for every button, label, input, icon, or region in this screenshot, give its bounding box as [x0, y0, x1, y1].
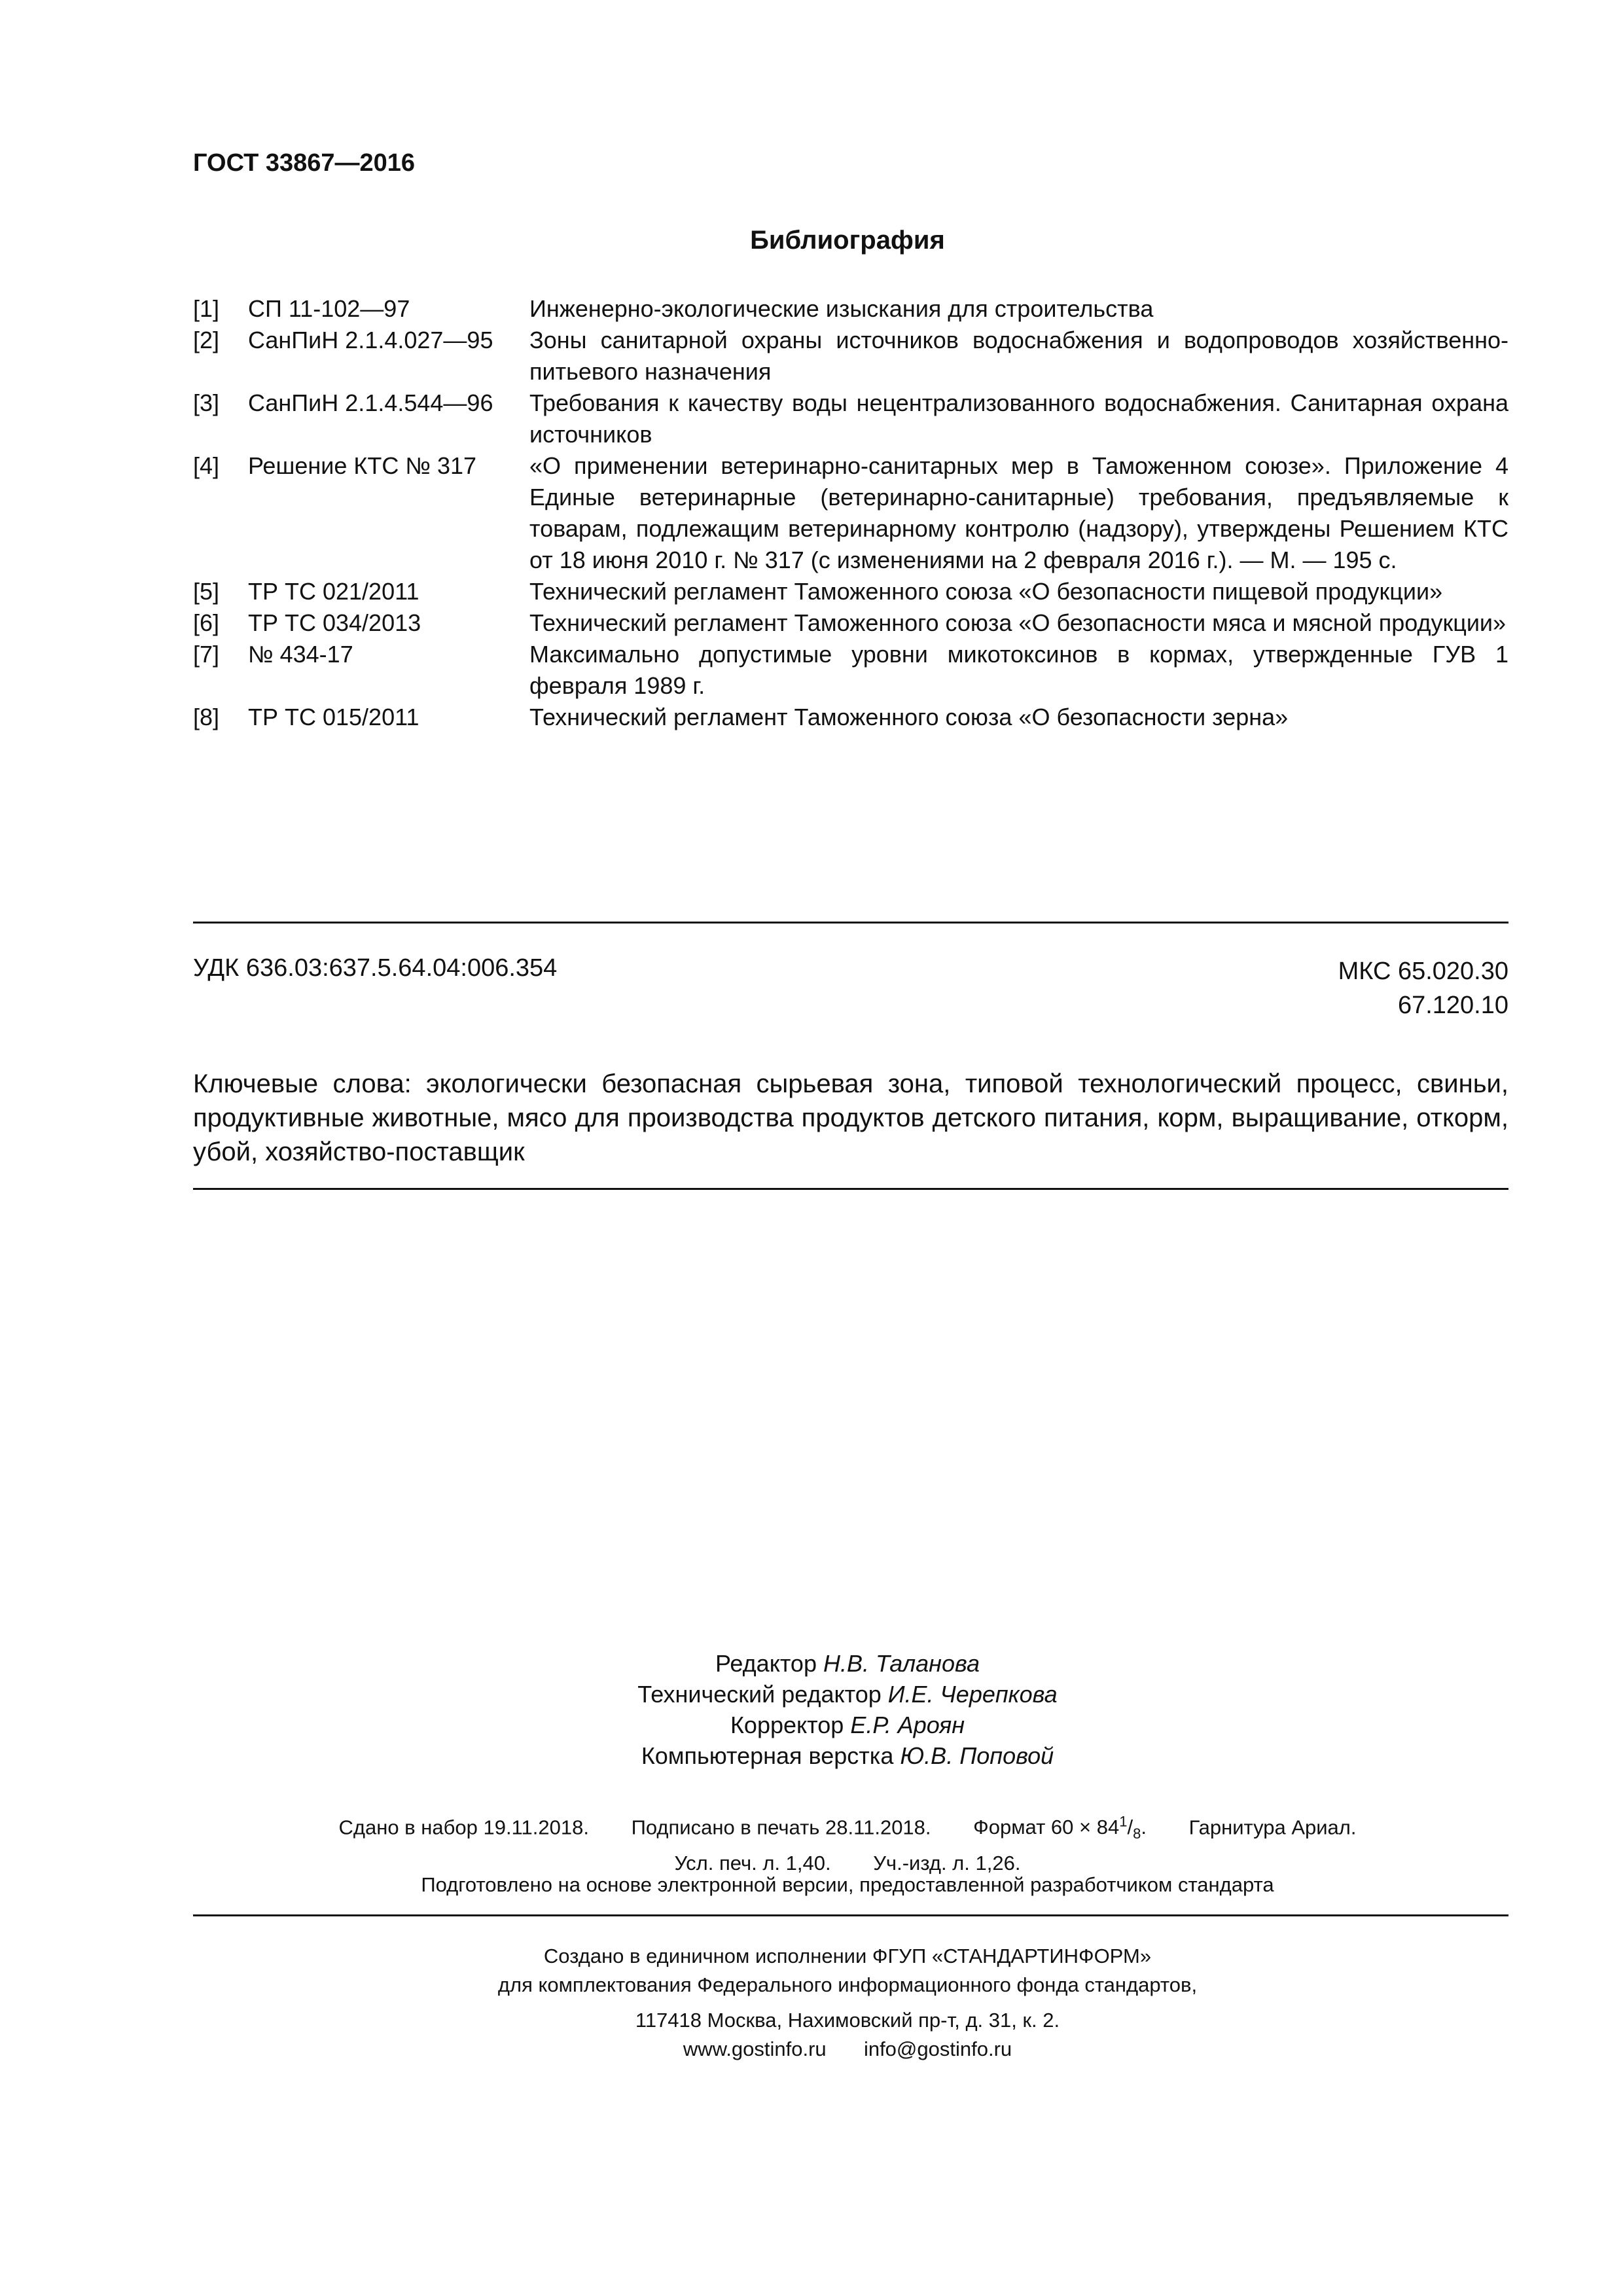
publisher-block	[0, 1942, 1623, 2064]
layout-label: Компьютерная верстка	[641, 1742, 894, 1769]
bibliography-list	[193, 293, 1508, 733]
editor-line	[0, 1648, 1623, 1679]
bib-code: ТР ТС 034/2013	[248, 609, 421, 636]
print-info	[0, 1808, 1623, 1878]
mks-codes	[1338, 954, 1508, 1022]
bib-text: Технический регламент Таможенного союза «О безопасности зерна»	[529, 704, 1289, 730]
font-family-info: Гарнитура Ариал.	[1188, 1816, 1357, 1839]
bib-code: Решение КТС № 317	[248, 452, 477, 479]
credits-block	[0, 1648, 1623, 1771]
bibliography-item	[193, 607, 1508, 639]
layout-name: Ю.В. Поповой	[900, 1742, 1054, 1769]
udk-code: УДК 636.03:637.5.64.04:006.354	[193, 954, 558, 982]
bibliography-item	[193, 450, 1508, 576]
layout-line	[0, 1740, 1623, 1771]
publisher-line-1: Создано в единичном исполнении ФГУП «СТАНДАРТИНФОРМ»	[543, 1945, 1152, 1967]
bib-text: Зоны санитарной охраны источников водоснабжения и водопроводов хозяйственно-питьевого назначения	[529, 327, 1508, 385]
corrector-line	[0, 1710, 1623, 1740]
bibliography-item	[193, 387, 1508, 450]
bib-number: [3]	[193, 389, 220, 416]
divider-top	[193, 922, 1508, 924]
bibliography-item	[193, 702, 1508, 733]
document-id: ГОСТ 33867—2016	[193, 149, 416, 177]
bib-code: СанПиН 2.1.4.027—95	[248, 327, 493, 353]
bib-code: № 434-17	[248, 641, 353, 668]
format: Формат $60 \times 84^1/_8$.	[973, 1814, 1147, 1842]
mks-line-2: 67.120.10	[1397, 992, 1508, 1019]
bibliography-title: Библиография	[750, 226, 945, 255]
bib-number: [1]	[193, 295, 220, 322]
signed-date: Подписано в печать 28.11.2018.	[631, 1816, 931, 1839]
corrector-label: Корректор	[730, 1712, 844, 1738]
bib-text: Максимально допустимые уровни микотоксинов в кормах, утвержденные ГУВ 1 февраля 1989 г.	[529, 641, 1508, 699]
bib-number: [8]	[193, 704, 220, 730]
divider-keywords	[193, 1188, 1508, 1190]
divider-footer	[193, 1914, 1508, 1916]
bib-code: СанПиН 2.1.4.544—96	[248, 389, 493, 416]
bib-text: Технический регламент Таможенного союза «О безопасности мяса и мясной продукции»	[529, 609, 1507, 636]
mks-line-1: МКС 65.020.30	[1338, 958, 1508, 985]
keywords: Ключевые слова: экологически безопасная сырьевая зона, типовой технологический процесс, свиньи, продуктивные животные, мясо для производства продуктов детского питания, корм, выращивание, откорм, убой, хозяйство-поставщик	[193, 1069, 1508, 1166]
bibliography-item	[193, 576, 1508, 607]
tech-editor-line	[0, 1679, 1623, 1710]
bib-number: [6]	[193, 609, 220, 636]
bibliography-item	[193, 325, 1508, 387]
publisher-line-2: для комплектования Федерального информационного фонда стандартов,	[497, 1973, 1198, 1996]
bibliography-item	[193, 639, 1508, 702]
print-sheets: Усл. печ. л. 1,40.	[674, 1851, 831, 1874]
editor-label: Редактор	[715, 1650, 817, 1677]
bib-number: [2]	[193, 327, 220, 353]
bib-text: «О применении ветеринарно-санитарных мер в Таможенном союзе». Приложение 4 Единые ветеринарные (ветеринарно-санитарные) требования, предъявляемые к товарам, подлежащим ветеринарному контролю (надзору), утверждены Решением КТС от 18 июня 2010 г. № 317 (с изменениями на 2 февраля 2016 г.). — М. — 195 с.	[529, 452, 1508, 573]
print-info-line-1	[0, 1808, 1623, 1849]
website-link[interactable]: www.gostinfo.ru	[683, 2037, 827, 2060]
submitted-date: Сдано в набор 19.11.2018.	[338, 1816, 589, 1839]
editor-name: Н.В. Таланова	[823, 1650, 980, 1677]
bib-text: Требования к качеству воды нецентрализованного водоснабжения. Санитарная охрана источников	[529, 389, 1508, 448]
bib-number: [5]	[193, 578, 220, 605]
bib-number: [7]	[193, 641, 220, 668]
publication-sheets: Уч.-изд. л. 1,26.	[873, 1851, 1021, 1874]
publisher-address: 117418 Москва, Нахимовский пр-т, д. 31, к. 2.	[635, 2009, 1060, 2032]
bib-code: ТР ТС 021/2011	[248, 578, 419, 605]
footer-note: Подготовлено на основе электронной версии, предоставленной разработчиком стандарта	[421, 1873, 1274, 1896]
bibliography-item	[193, 293, 1508, 325]
corrector-name: Е.Р. Ароян	[850, 1712, 965, 1738]
publisher-contacts	[0, 2035, 1623, 2064]
bib-number: [4]	[193, 452, 220, 479]
tech-editor-name: И.Е. Черепкова	[887, 1681, 1058, 1708]
tech-editor-label: Технический редактор	[637, 1681, 882, 1708]
email-link[interactable]: info@gostinfo.ru	[863, 2037, 1012, 2060]
bib-code: ТР ТС 015/2011	[248, 704, 419, 730]
bib-code: СП 11-102—97	[248, 295, 410, 322]
bib-text: Технический регламент Таможенного союза «О безопасности пищевой продукции»	[529, 578, 1443, 605]
bib-text: Инженерно-экологические изыскания для строительства	[529, 295, 1154, 322]
